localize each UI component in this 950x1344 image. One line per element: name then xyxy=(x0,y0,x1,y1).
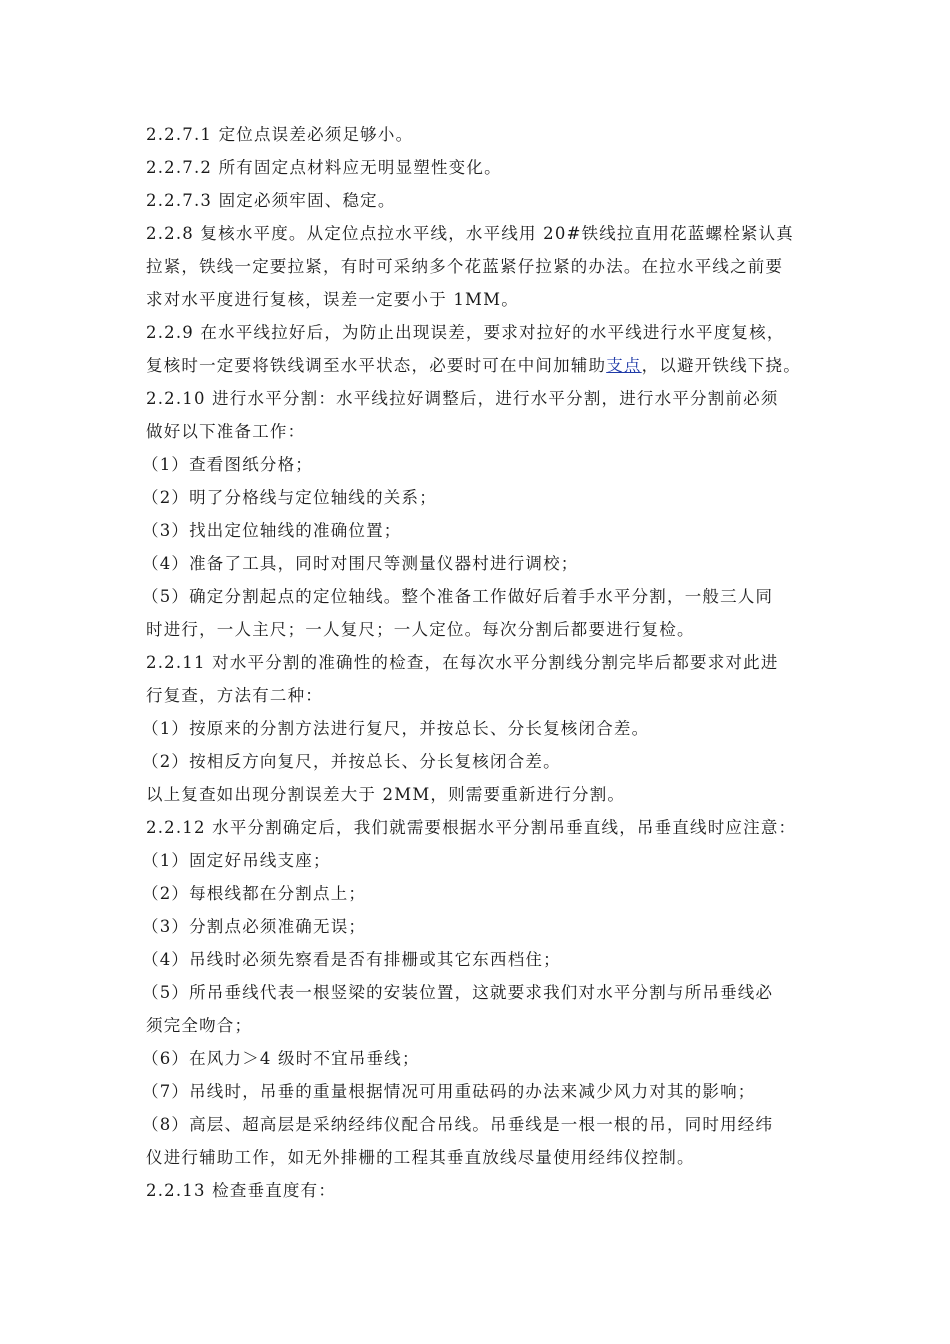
list-item: （5）所吊垂线代表一根竖梁的安装位置，这就要求我们对水平分割与所吊垂线必 xyxy=(142,983,774,1002)
list-item: （1）按原来的分割方法进行复尺，并按总长、分长复核闭合差。 xyxy=(142,719,650,738)
paragraph-line: 求对水平度进行复核，误差一定要小于 1MM。 xyxy=(146,290,519,309)
list-item: （7）吊线时，吊垂的重量根据情况可用重砝码的办法来减少风力对其的影响； xyxy=(142,1082,756,1101)
paragraph-line: 2.2.13 检查垂直度有： xyxy=(146,1181,337,1200)
list-item: （3）找出定位轴线的准确位置； xyxy=(142,521,402,540)
paragraph-line: 2.2.11 对水平分割的准确性的检查，在每次水平分割线分割完毕后都要求对此进 xyxy=(146,653,779,672)
paragraph-text: 复核时一定要将铁线调至水平状态，必要时可在中间加辅助 xyxy=(146,356,607,375)
paragraph-line: 仪进行辅助工作，如无外排栅的工程其垂直放线尽量使用经纬仪控制。 xyxy=(146,1148,695,1167)
paragraph-line xyxy=(146,349,846,382)
list-item: （6）在风力＞4 级时不宜吊垂线； xyxy=(142,1049,420,1068)
list-item: （3）分割点必须准确无误； xyxy=(142,917,367,936)
list-item: （4）吊线时必须先察看是否有排栅或其它东西档住； xyxy=(142,950,561,969)
list-item: （4）准备了工具，同时对围尺等测量仪器村进行调校； xyxy=(142,554,579,573)
list-item: （1）查看图纸分格； xyxy=(142,455,313,474)
paragraph-line: 2.2.7.3 固定必须牢固、稳定。 xyxy=(146,191,396,210)
paragraph-line: 以上复查如出现分割误差大于 2MM，则需要重新进行分割。 xyxy=(146,785,626,804)
paragraph-line: 2.2.7.2 所有固定点材料应无明显塑性变化。 xyxy=(146,158,502,177)
document-body xyxy=(142,118,846,1207)
paragraph-line: 拉紧，铁线一定要拉紧，有时可采纳多个花蓝紧仔拉紧的办法。在拉水平线之前要 xyxy=(146,257,784,276)
paragraph-line: 2.2.12 水平分割确定后，我们就需要根据水平分割吊垂直线，吊垂直线时应注意： xyxy=(146,818,797,837)
list-item: （2）明了分格线与定位轴线的关系； xyxy=(142,488,437,507)
paragraph-line: 2.2.8 复核水平度。从定位点拉水平线，水平线用 20#铁线拉直用花蓝螺栓紧认真 xyxy=(146,224,794,243)
fulcrum-link[interactable]: 支点 xyxy=(606,356,642,375)
list-item: （8）高层、超高层是采纳经纬仪配合吊线。吊垂线是一根一根的吊，同时用经纬 xyxy=(142,1115,774,1134)
paragraph-line: 2.2.7.1 定位点误差必须足够小。 xyxy=(146,125,414,144)
paragraph-line: 须完全吻合； xyxy=(146,1016,253,1035)
paragraph-line: 行复查，方法有二种： xyxy=(146,686,323,705)
list-item: （1）固定好吊线支座； xyxy=(142,851,331,870)
paragraph-line: 2.2.10 进行水平分割：水平线拉好调整后，进行水平分割，进行水平分割前必须 xyxy=(146,389,779,408)
list-item: （2）每根线都在分割点上； xyxy=(142,884,367,903)
paragraph-line: 做好以下准备工作： xyxy=(146,422,306,441)
list-item: （5）确定分割起点的定位轴线。整个准备工作做好后着手水平分割，一般三人同 xyxy=(142,587,774,606)
list-item: （2）按相反方向复尺，并按总长、分长复核闭合差。 xyxy=(142,752,561,771)
paragraph-line: 2.2.9 在水平线拉好后，为防止出现误差，要求对拉好的水平线进行水平度复核， xyxy=(146,323,785,342)
paragraph-text: ，以避开铁线下挠。 xyxy=(641,356,801,375)
paragraph-line: 时进行，一人主尺；一人复尺；一人定位。每次分割后都要进行复检。 xyxy=(146,620,695,639)
